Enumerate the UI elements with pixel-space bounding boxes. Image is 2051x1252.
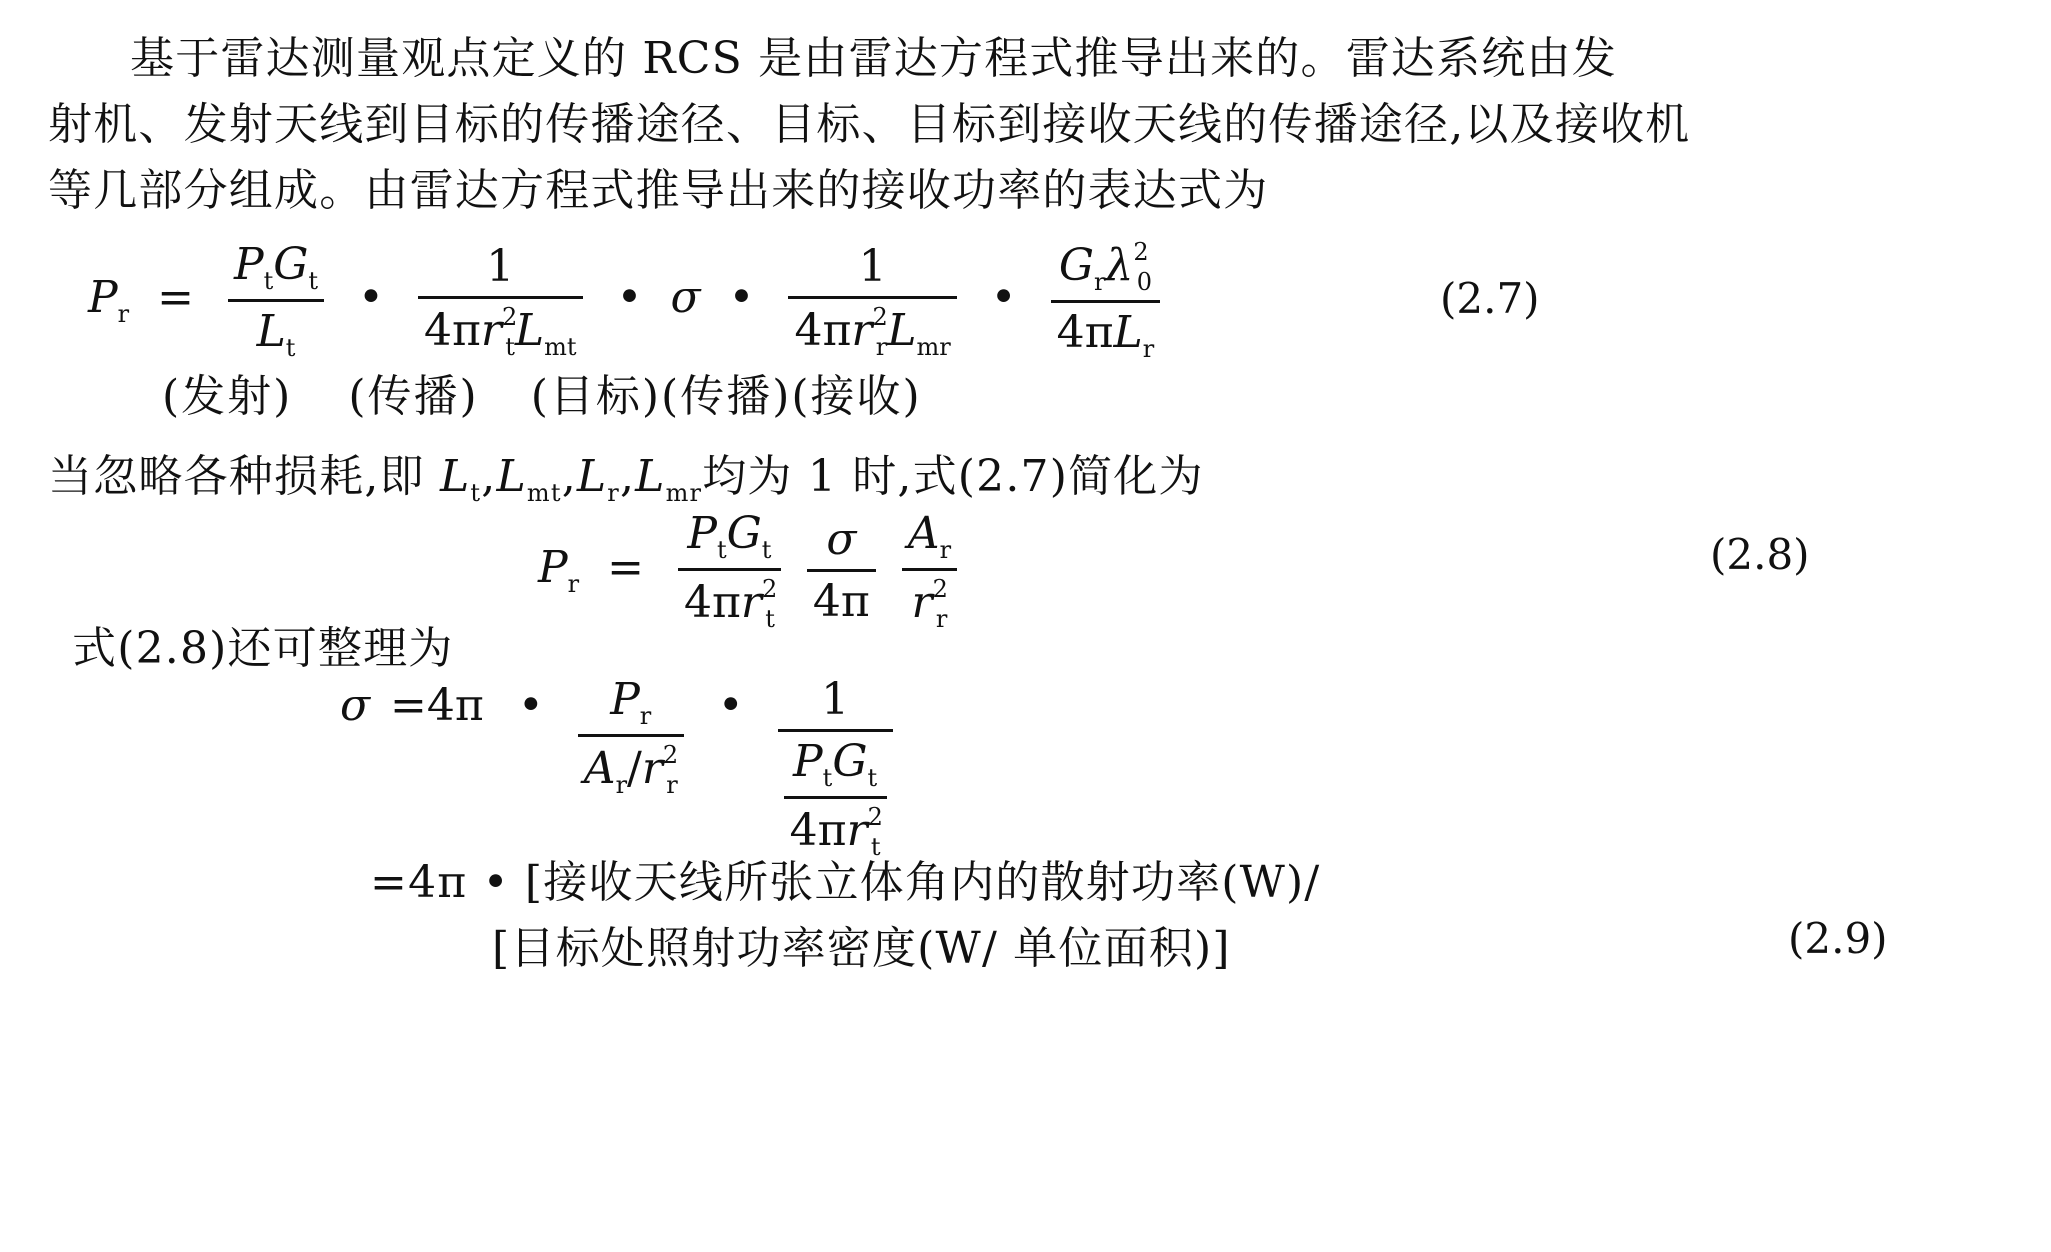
- equation-2-8: [538, 508, 963, 633]
- paragraph-1-line-3: 等几部分组成。由雷达方程式推导出来的接收功率的表达式为: [48, 165, 1269, 216]
- eq28-lhs-sub: r: [567, 570, 580, 598]
- label-transmit: (发射): [162, 371, 293, 422]
- eq27-f4-den-L: L: [1113, 307, 1143, 358]
- eq27-equals: =: [157, 272, 194, 323]
- loss-Lmt-sub: mt: [526, 479, 562, 507]
- eq27-f4-num-b-sub: 0: [1136, 268, 1152, 296]
- loss-Lmt: L: [496, 451, 527, 502]
- eq28-f3-den: r: [911, 577, 933, 628]
- equation-2-9-line-1: [340, 674, 899, 861]
- eq27-f1-num-a-sub: t: [263, 267, 274, 295]
- eq29-f1-num-sub: r: [639, 702, 652, 730]
- eq28-fraction-2: [807, 514, 876, 627]
- eq27-f1-den-sub: t: [285, 334, 296, 362]
- paragraph-2-text-b: 均为 1 时,式(2.7)简化为: [702, 451, 1204, 502]
- eq28-f1-num-b: G: [726, 508, 762, 559]
- eq27-f3-den-L: L: [887, 304, 917, 356]
- eq29-nested-den-r: r: [846, 805, 868, 856]
- eq28-lhs: P: [538, 542, 568, 593]
- multiply-dot: •: [517, 680, 544, 731]
- eq27-f4-num-a: G: [1058, 240, 1095, 291]
- equation-2-9-line-3: [目标处照射功率密度(W/ 单位面积)]: [492, 923, 1231, 974]
- eq27-f3-den-r-sup: 2: [872, 302, 888, 331]
- multiply-dot: •: [616, 272, 643, 323]
- eq27-f4-num-b: λ: [1105, 240, 1134, 291]
- label-propagation-1: (传播): [348, 371, 479, 422]
- eq29-nested-fraction: [784, 736, 887, 861]
- eq28-f3-den-sup: 2: [932, 575, 948, 603]
- eq27-f2-num: 1: [418, 241, 583, 299]
- eq27-lhs-sub: r: [117, 300, 130, 328]
- eq29-f1-den-a: A: [583, 743, 616, 794]
- eq28-f1-num-b-sub: t: [761, 536, 772, 564]
- eq27-f4-num-b-sup: 2: [1133, 238, 1149, 266]
- eq29-nested-den-a: 4π: [789, 805, 847, 856]
- eq28-f1-den-a: 4π: [683, 577, 741, 628]
- eq29-nested-num-b: G: [832, 736, 868, 787]
- eq29-nested-num-a-sub: t: [822, 764, 833, 792]
- multiply-dot: •: [717, 680, 744, 731]
- paragraph-2-text-a: 当忽略各种损耗,即: [48, 451, 440, 502]
- eq27-f2-den-a: 4π: [424, 304, 481, 356]
- eq28-f3-den-sub: r: [935, 605, 948, 633]
- label-target: (目标): [530, 371, 662, 422]
- eq29-f1-den-r: r: [641, 743, 663, 794]
- eq27-f4-den-a: 4π: [1056, 307, 1114, 358]
- eq29-f1-den-r-sub: r: [666, 771, 678, 799]
- equation-2-7: [88, 238, 1166, 363]
- loss-Lmr: L: [635, 451, 666, 502]
- equation-number-2-7: (2.7): [1440, 274, 1540, 323]
- eq29-nested-den-r-sub: t: [870, 833, 881, 861]
- eq29-f2-num: 1: [778, 674, 893, 732]
- eq27-f3-num: 1: [788, 241, 956, 299]
- eq29-f1-den-r-sup: 2: [662, 741, 679, 769]
- eq27-f4-num-a-sub: r: [1094, 268, 1106, 296]
- eq27-fraction-propagation-1: [418, 241, 583, 361]
- eq28-equals: =: [607, 542, 644, 593]
- equation-2-9-line-2: =4π • [接收天线所张立体角内的散射功率(W)/: [370, 857, 1321, 908]
- eq27-f4-den-L-sub: r: [1142, 335, 1155, 363]
- eq28-fraction-1: [678, 508, 781, 633]
- equation-number-2-8: (2.8): [1710, 530, 1810, 579]
- paragraph-1-line-2: 射机、发射天线到目标的传播途径、目标、目标到接收天线的传播途径,以及接收机: [48, 99, 1691, 150]
- equation-number-2-9: (2.9): [1788, 914, 1888, 963]
- eq29-fraction-1: [578, 674, 684, 799]
- eq27-f2-den-L: L: [514, 304, 545, 356]
- eq27-sigma: σ: [670, 272, 701, 323]
- eq27-f2-den-L-sub: mt: [544, 332, 577, 361]
- eq27-f2-den-r: r: [480, 304, 502, 356]
- eq28-f3-num-sub: r: [939, 536, 952, 564]
- label-propagation-2: (传播): [661, 371, 792, 422]
- eq28-f1-den-r-sup: 2: [761, 575, 778, 603]
- paragraph-3: 式(2.8)还可整理为: [72, 623, 454, 674]
- eq28-f1-den-r-sub: t: [765, 605, 775, 633]
- eq28-f1-num-a-sub: t: [716, 536, 727, 564]
- eq27-fraction-transmit: [228, 239, 324, 362]
- eq29-nested-den-r-sup: 2: [867, 803, 883, 831]
- label-receive: (接收): [791, 371, 922, 422]
- loss-Lt: L: [439, 451, 471, 502]
- loss-Lt-sub: t: [470, 479, 482, 507]
- eq28-f3-num: A: [907, 508, 940, 559]
- eq28-f2-den: 4π: [812, 576, 870, 627]
- eq27-f3-den-L-sub: mr: [916, 332, 951, 361]
- eq29-f1-num: P: [610, 674, 640, 725]
- eq28-f2-num: σ: [807, 514, 876, 572]
- multiply-dot: •: [358, 272, 384, 323]
- eq27-f3-den-r-sub: r: [875, 332, 888, 361]
- multiply-dot: •: [728, 272, 755, 323]
- eq27-term-labels: [162, 360, 922, 424]
- eq29-fraction-2: [778, 674, 893, 861]
- loss-Lmr-sub: mr: [665, 479, 703, 507]
- eq29-equals: =4π: [390, 680, 484, 731]
- eq27-fraction-receive: [1051, 238, 1161, 363]
- eq28-fraction-3: [902, 508, 957, 633]
- eq29-nested-num-b-sub: t: [867, 764, 878, 792]
- multiply-dot: •: [990, 272, 1017, 323]
- paragraph-2: 当忽略各种损耗,即 $L_t,L_{mt},L_r,L_{mr}$均为 1 时,式(2.7)简化为: [48, 451, 1204, 507]
- eq27-f1-num-b: G: [273, 239, 309, 290]
- eq27-f1-num-a: P: [233, 239, 264, 290]
- eq27-f2-den-r-sup: 2: [501, 302, 518, 331]
- eq29-f1-den-a-sub: r: [615, 771, 628, 799]
- eq29-f1-den-slash: /: [627, 743, 642, 794]
- paragraph-1-line-1: 基于雷达测量观点定义的 RCS 是由雷达方程式推导出来的。雷达系统由发: [130, 33, 1617, 84]
- eq29-nested-num-a: P: [793, 736, 823, 787]
- eq27-fraction-propagation-2: [788, 241, 956, 361]
- eq29-lhs: σ: [340, 680, 371, 731]
- eq27-f3-den-r: r: [851, 304, 873, 356]
- eq27-f3-den-a: 4π: [794, 304, 852, 356]
- eq28-f1-num-a: P: [687, 508, 717, 559]
- eq27-f1-den: L: [256, 306, 286, 357]
- eq27-f1-num-b-sub: t: [308, 267, 319, 295]
- eq27-f2-den-r-sub: t: [505, 332, 515, 361]
- loss-Lr: L: [576, 451, 608, 502]
- eq28-f1-den-r: r: [740, 577, 762, 628]
- loss-Lr-sub: r: [607, 479, 620, 507]
- eq27-lhs: P: [88, 272, 118, 323]
